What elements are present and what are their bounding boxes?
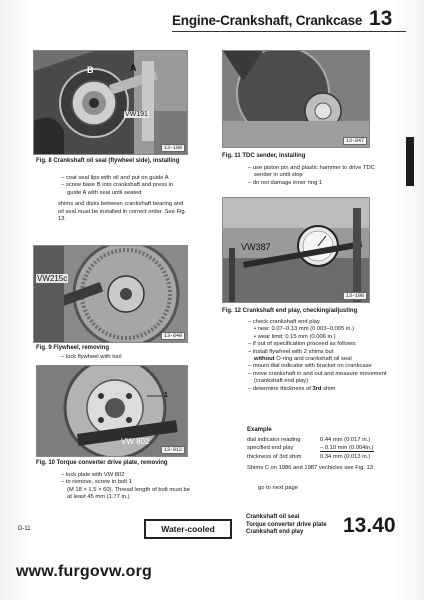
fig12-spec-wear: • wear limit: 0.15 mm (0.006 in.) [254,333,336,340]
fig12-step-3 [245,349,395,364]
fig10-photo [36,365,188,457]
footer-topic-1: Crankshaft oil seal [246,514,300,520]
fig12-label-tool: VW387 [241,242,271,252]
fig12-steps [245,319,395,393]
footer-topics [246,514,327,537]
example-title: Example [247,427,272,433]
fig9-caption: Fig. 9 Flywheel, removing [36,345,110,351]
fig9-step-1: – lock flywheel with tool [61,354,122,360]
example-label-2: specified end play [247,445,294,451]
watermark: www.furgovw.org [16,563,153,580]
page-code: D-11 [18,526,31,532]
shims-note: Shims C on 1986 and 1987 vechicles see Fig. 13 [247,465,373,471]
fig8-note: shims and disks between crankshaft bearing and oil seal must be installed in correct order. See Fig. 13. [58,201,187,223]
fig8-label-tool: VW191 [125,111,148,118]
fig12-step-5: – move crankshaft in and out and measure movement (crankshaft end play) [248,370,387,385]
fig9-steps [58,354,188,361]
fig12-step-6b: shim [321,385,336,392]
fig10-label-bolt: 1 [164,392,168,399]
fig8-step-1: – coat seal lips with oil and put on guide A [61,175,169,181]
fig10-step-2: – to remove, screw in bolt 1 [61,479,132,486]
example-value-2: – 0.10 mm (0.004in.) [320,445,374,451]
fig11-step-2: – do not damage inner ring 1 [248,179,323,186]
fig10-label-tool: VW 802 [121,437,150,446]
fig10-step-3: (M 18 × 1.5 × 60). Thread length of bolt must be at least 45 mm (1.77 in.) [67,486,190,501]
page-number: 13.40 [343,514,396,537]
fig12-ref: 13-198 [343,292,367,300]
example-label-1: dial indicator reading [247,437,301,443]
footer-topic-3: Crankshaft end play [246,529,304,535]
fig12-photo [222,197,370,303]
fig11-photo [222,50,370,148]
fig12-step-6 [245,386,395,393]
fig12-step-2: – if out of specification proceed as follows: [248,341,357,348]
fig11-steps [245,165,385,187]
fig12-step-1: – check crankshaft end play [248,319,320,325]
fig12-step-3a: – install flywheel with 2 shims but [248,348,334,355]
fig11-ref: 13-847 [343,137,367,145]
section-number: 13 [369,7,393,30]
fig12-spec-new: • new: 0.07–0.13 mm (0.003–0.005 in.) [254,326,354,333]
example-label-3: thickness of 3rd shim [247,454,302,460]
footer-topic-2: Torque converter drive plate [246,521,327,528]
fig8-step-2: – screw base B into crankshaft and press in guide A with seal until seated [61,182,174,196]
next-page-link[interactable]: go to next page [258,485,298,491]
engine-type-box: Water-cooled [144,519,232,539]
fig8-photo [33,50,188,155]
fig11-caption: Fig. 11 TDC sender, installing [222,153,306,159]
fig8-ref: 13-189 [161,144,185,152]
fig12-step-6-emph: 3rd [312,385,322,392]
fig8-steps [58,175,188,223]
fig10-caption: Fig. 10 Torque converter drive plate, removing [36,460,168,466]
fig12-step-3-emph: without [254,356,275,363]
page-title: Engine-Crankshaft, Crankcase [172,13,363,28]
fig8-caption: Fig. 8 Crankshaft oil seal (flywheel side), installing [36,158,180,164]
example-value-3: 0.34 mm (0.013 in.) [320,454,371,460]
fig10-steps [58,472,193,502]
fig10-ref: 13-812 [161,446,185,454]
fig9-label-tool: VW215c [37,274,68,283]
fig12-step-3b: O-ring and crankshaft oil seal [274,356,352,363]
fig8-label-a: A [130,63,137,73]
fig11-step-1: – use piston pin and plastic hammer to drive TDC sender in until stop [248,165,375,179]
fig9-ref: 13-649 [161,332,185,340]
fig12-step-4: – mount dial indicator with bracket on crankcase [248,363,372,370]
section-tab-marker [406,137,414,186]
header-rule [172,31,406,32]
example-value-1: 0.44 mm (0.017 in.) [320,437,371,443]
fig12-caption: Fig. 12 Crankshaft end play, checking/adjusting [222,308,358,314]
fig9-photo [33,245,188,343]
fig10-step-1: – lock plate with VW 802 [61,472,125,478]
fig12-step-6a: – determine thickness of [248,385,313,392]
fig8-label-b: B [87,65,94,75]
